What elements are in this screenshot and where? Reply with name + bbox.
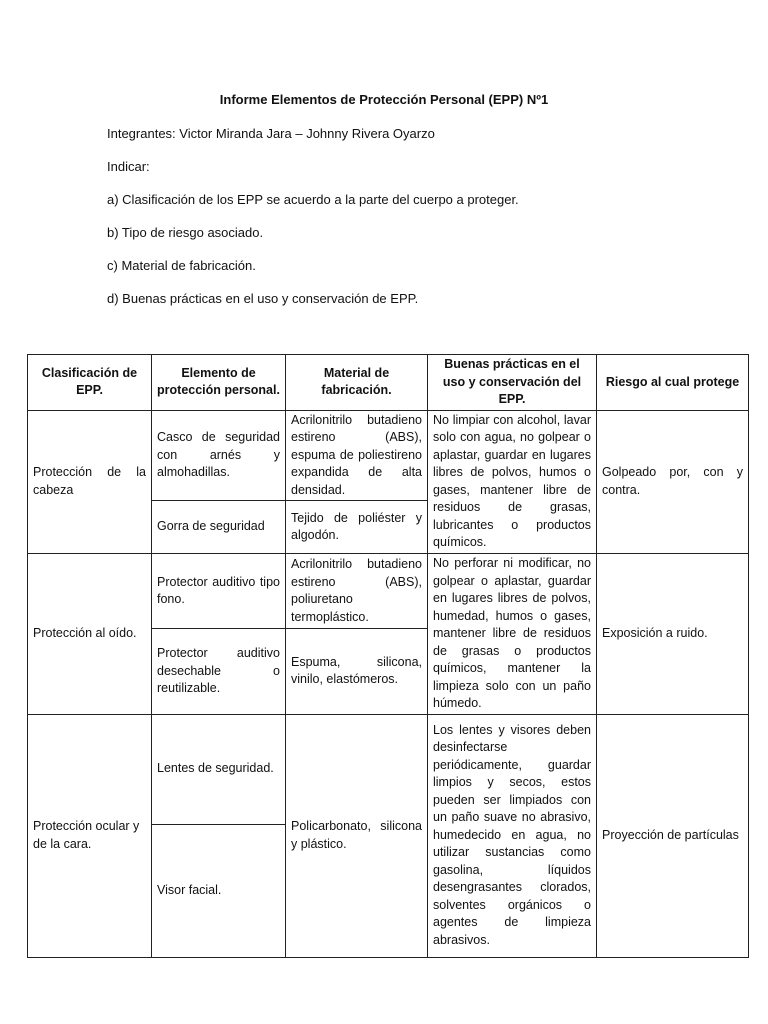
classification-cell: Protección al oído.: [28, 554, 152, 715]
table-row: [28, 714, 749, 824]
material-cell: Acrilonitrilo butadieno estireno (ABS), poliuretano termoplástico.: [286, 554, 428, 629]
classification-cell: Protección de la cabeza: [28, 410, 152, 554]
instruction-b: b) Tipo de riesgo asociado.: [107, 225, 264, 240]
material-cell: Acrilonitrilo butadieno estireno (ABS), espuma de poliestireno expandida de alta densidad.: [286, 410, 428, 501]
element-cell: Protector auditivo tipo fono.: [152, 554, 286, 629]
table-row: [28, 410, 749, 501]
table-row: [28, 554, 749, 629]
element-cell: Protector auditivo desechable o reutilizable.: [152, 629, 286, 714]
header-risk: Riesgo al cual protege: [597, 355, 749, 411]
material-cell: Espuma, silicona, vinilo, elastómeros.: [286, 629, 428, 714]
risk-cell: Proyección de partículas: [597, 714, 749, 957]
element-cell: Gorra de seguridad: [152, 501, 286, 554]
table-header-row: [28, 355, 749, 411]
indicate-label: Indicar:: [107, 159, 150, 174]
header-material: Material de fabricación.: [286, 355, 428, 411]
material-cell: Policarbonato, silicona y plástico.: [286, 714, 428, 957]
element-cell: Casco de seguridad con arnés y almohadillas.: [152, 410, 286, 501]
element-cell: Lentes de seguridad.: [152, 714, 286, 824]
document-title: Informe Elementos de Protección Personal (EPP) Nº1: [219, 92, 549, 107]
practices-cell: No perforar ni modificar, no golpear o aplastar, guardar en lugares libres de polvos, humedad, humos o gases, mantener libre de residuos de grasas o productos químicos, mantener la limpieza solo con un paño húmedo.: [428, 554, 597, 715]
header-classification: Clasificación de EPP.: [28, 355, 152, 411]
instruction-d: d) Buenas prácticas en el uso y conservación de EPP.: [107, 291, 419, 306]
header-practices: Buenas prácticas en el uso y conservación del EPP.: [428, 355, 597, 411]
practices-cell: No limpiar con alcohol, lavar solo con agua, no golpear o aplastar, guardar en lugares libres de polvos, humos o gases, mantener libre de residuos de grasas, lubricantes o productos químicos.: [428, 410, 597, 554]
risk-cell: Golpeado por, con y contra.: [597, 410, 749, 554]
instruction-a: a) Clasificación de los EPP se acuerdo a la parte del cuerpo a proteger.: [107, 192, 519, 207]
header-element: Elemento de protección personal.: [152, 355, 286, 411]
classification-cell: Protección ocular y de la cara.: [28, 714, 152, 957]
instruction-c: c) Material de fabricación.: [107, 258, 256, 273]
element-cell: Visor facial.: [152, 824, 286, 957]
members-line: Integrantes: Victor Miranda Jara – Johnny Rivera Oyarzo: [107, 126, 435, 141]
practices-cell: Los lentes y visores deben desinfectarse periódicamente, guardar limpios y secos, estos pueden ser limpiados con un paño suave no abrasivo, humedecido en agua, no utilizar sustancias como gasolina, líquidos desengrasantes clorados, solventes orgánicos o agentes de limpieza abrasivos.: [428, 714, 597, 957]
risk-cell: Exposición a ruido.: [597, 554, 749, 715]
material-cell: Tejido de poliéster y algodón.: [286, 501, 428, 554]
epp-table: [27, 354, 749, 958]
